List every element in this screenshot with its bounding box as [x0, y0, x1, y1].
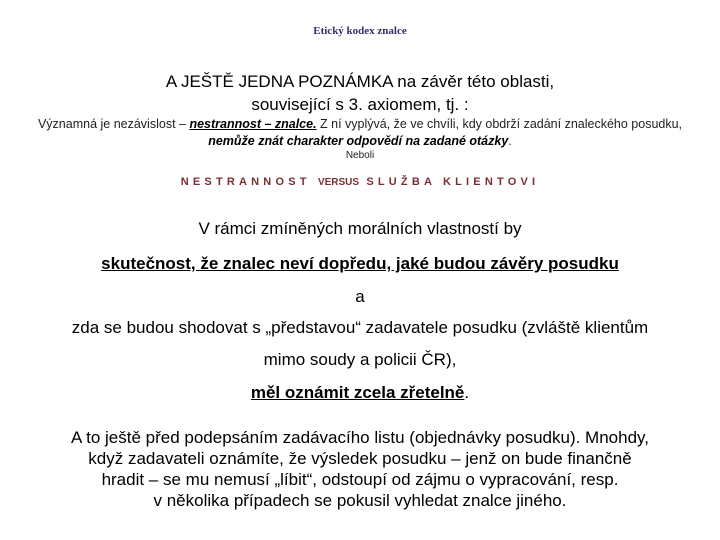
- slide-heading: [60, 70, 660, 116]
- paragraph-part-3: .: [508, 134, 512, 148]
- main-line-5: mimo soudy a policii ČR),: [263, 350, 457, 369]
- versus-middle: VERSUS: [317, 177, 360, 188]
- paragraph-part-2: Z ní vyplývá, že ve chvíli, kdy obdrží zadání znaleckého posudku,: [316, 117, 683, 131]
- heading-line-1: A JEŠTĚ JEDNA POZNÁMKA na závěr této oblasti,: [165, 72, 555, 91]
- main-line-1: V rámci zmíněných morálních vlastností by: [198, 219, 522, 238]
- versus-left: NESTRANNOST: [180, 176, 311, 188]
- neboli-label: Neboli: [345, 150, 375, 161]
- main-line-2: skutečnost, že znalec neví dopředu, jaké budou závěry posudku: [101, 254, 619, 273]
- main-line-6-emphasis: měl oznámit zcela zřetelně: [250, 383, 465, 402]
- independence-paragraph: [30, 116, 690, 150]
- main-line-4: zda se budou shodovat s „představou“ zadavatele posudku (zvláště klientům: [71, 318, 649, 337]
- final-line-3: hradit – se mu nemusí „líbit“, odstoupí od zájmu o vypracování, resp.: [101, 470, 619, 489]
- paragraph-part-1: Významná je nezávislost –: [37, 117, 190, 131]
- paragraph-bold: nemůže znát charakter odpovědí na zadané otázky: [208, 134, 509, 148]
- main-line-3: a: [355, 287, 365, 306]
- heading-line-2: související s 3. axiomem, tj. :: [251, 95, 469, 114]
- final-line-2: když zadavateli oznámíte, že výsledek posudku – jenž on bude finančně: [88, 449, 632, 468]
- versus-line: [0, 176, 720, 188]
- paragraph-underlined: nestrannost – znalce.: [189, 117, 317, 131]
- main-line-6: [30, 383, 690, 403]
- versus-right: SLUŽBA KLIENTOVI: [366, 176, 540, 188]
- final-line-4: v několika případech se pokusil vyhledat znalce jiného.: [153, 491, 567, 510]
- main-line-6-end: .: [464, 383, 470, 402]
- final-paragraph: [30, 427, 690, 511]
- final-line-1: A to ještě před podepsáním zadávacího listu (objednávky posudku). Mnohdy,: [70, 428, 650, 447]
- slide-header-title: Etický kodex znalce: [313, 25, 407, 37]
